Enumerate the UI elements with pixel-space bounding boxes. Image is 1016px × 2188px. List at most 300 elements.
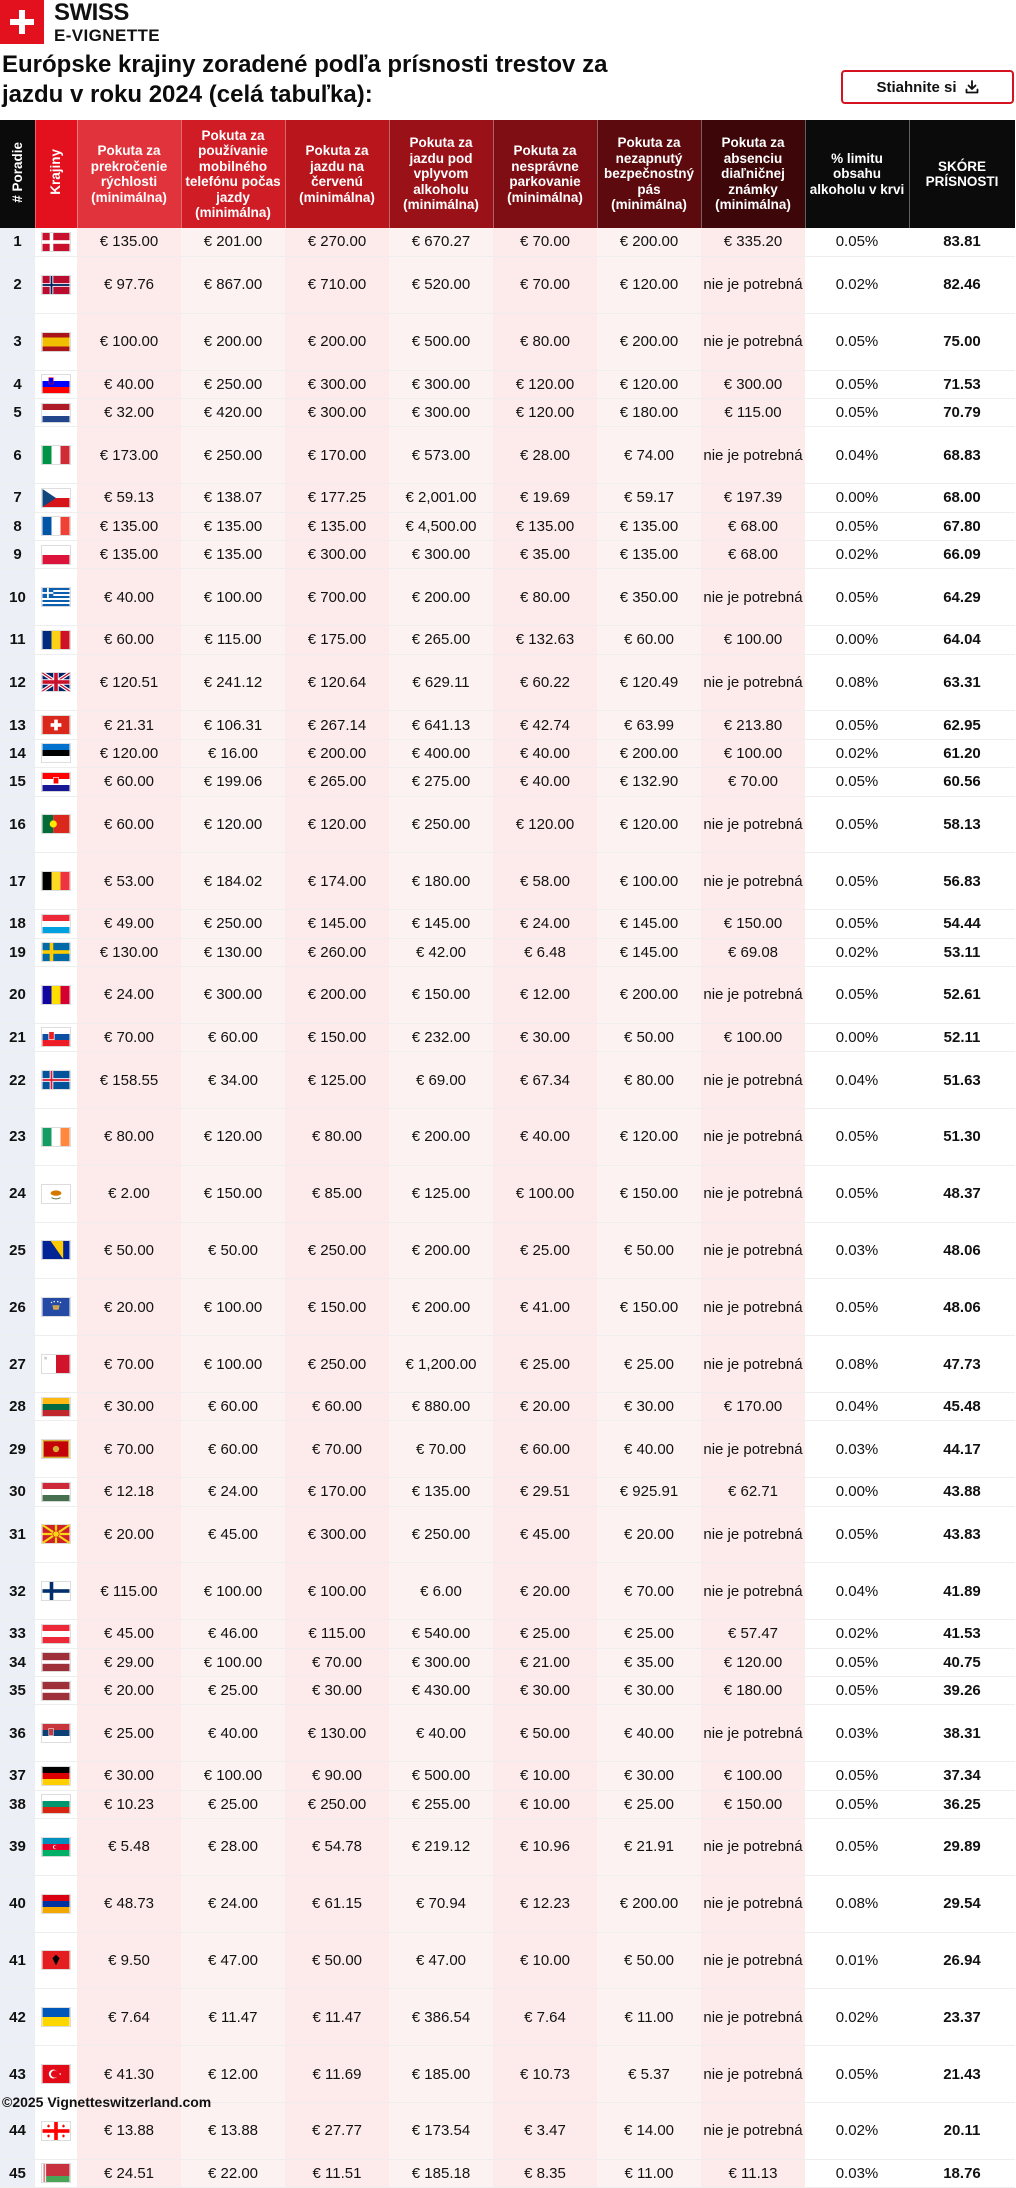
- cell-alcohol: € 219.12: [389, 1818, 493, 1875]
- cell-parking: € 20.00: [493, 1392, 597, 1420]
- cell-phone: € 13.88: [181, 2102, 285, 2159]
- cell-rank: 34: [0, 1648, 35, 1676]
- cell-rank: 31: [0, 1506, 35, 1563]
- cell-score: 66.09: [909, 540, 1015, 568]
- cell-parking: € 40.00: [493, 739, 597, 767]
- flag-norway-icon: [41, 275, 71, 295]
- cell-red-light: € 60.00: [285, 1392, 389, 1420]
- cell-alcohol: € 670.27: [389, 228, 493, 256]
- cell-parking: € 7.64: [493, 1989, 597, 2046]
- flag-greece-icon: [41, 587, 71, 607]
- cell-rank: 2: [0, 256, 35, 313]
- flag-romania-icon: [41, 630, 71, 650]
- cell-vignette: nie je potrebná: [701, 1932, 805, 1989]
- cell-parking: € 12.23: [493, 1875, 597, 1932]
- cell-rank: 18: [0, 910, 35, 938]
- cell-red-light: € 300.00: [285, 540, 389, 568]
- cell-phone: € 60.00: [181, 1023, 285, 1051]
- table-row: [0, 1932, 1015, 1989]
- cell-parking: € 70.00: [493, 256, 597, 313]
- cell-parking: € 30.00: [493, 1023, 597, 1051]
- flag-kosovo-icon: [41, 1297, 71, 1317]
- cell-rank: 23: [0, 1108, 35, 1165]
- cell-alcohol: € 145.00: [389, 910, 493, 938]
- cell-flag: [35, 853, 77, 910]
- cell-seatbelt: € 180.00: [597, 398, 701, 426]
- cell-score: 36.25: [909, 1790, 1015, 1818]
- cell-seatbelt: € 120.49: [597, 654, 701, 711]
- cell-seatbelt: € 50.00: [597, 1932, 701, 1989]
- cell-speeding: € 2.00: [77, 1165, 181, 1222]
- cell-vignette: € 120.00: [701, 1648, 805, 1676]
- cell-vignette: € 100.00: [701, 626, 805, 654]
- cell-alcohol: € 500.00: [389, 1762, 493, 1790]
- flag-cyprus-icon: [41, 1184, 71, 1204]
- cell-flag: [35, 256, 77, 313]
- cell-red-light: € 700.00: [285, 569, 389, 626]
- cell-bac: 0.03%: [805, 1222, 909, 1279]
- cell-red-light: € 70.00: [285, 1421, 389, 1478]
- cell-bac: 0.05%: [805, 853, 909, 910]
- cell-seatbelt: € 120.00: [597, 370, 701, 398]
- cell-seatbelt: € 135.00: [597, 512, 701, 540]
- cell-seatbelt: € 145.00: [597, 910, 701, 938]
- cell-vignette: € 100.00: [701, 1762, 805, 1790]
- cell-rank: 33: [0, 1620, 35, 1648]
- cell-rank: 22: [0, 1052, 35, 1109]
- cell-rank: 27: [0, 1336, 35, 1393]
- cell-parking: € 28.00: [493, 427, 597, 484]
- table-row: [0, 1165, 1015, 1222]
- cell-rank: 20: [0, 966, 35, 1023]
- cell-bac: 0.05%: [805, 1279, 909, 1336]
- cell-red-light: € 115.00: [285, 1620, 389, 1648]
- cell-phone: € 22.00: [181, 2159, 285, 2187]
- page-title: Európske krajiny zoradené podľa prísnosti trestov za jazdu v roku 2024 (celá tabuľka):: [2, 51, 608, 108]
- cell-score: 43.83: [909, 1506, 1015, 1563]
- cell-seatbelt: € 200.00: [597, 313, 701, 370]
- header-bac: % limitu obsahu alkoholu v krvi: [805, 120, 909, 228]
- cell-score: 51.30: [909, 1108, 1015, 1165]
- cell-parking: € 50.00: [493, 1705, 597, 1762]
- flag-serbia-icon: [41, 1723, 71, 1743]
- cell-phone: € 420.00: [181, 398, 285, 426]
- cell-bac: 0.05%: [805, 1165, 909, 1222]
- cell-flag: [35, 427, 77, 484]
- cell-vignette: nie je potrebná: [701, 427, 805, 484]
- cell-flag: [35, 484, 77, 512]
- cell-seatbelt: € 11.00: [597, 2159, 701, 2187]
- cell-parking: € 25.00: [493, 1222, 597, 1279]
- cell-red-light: € 265.00: [285, 768, 389, 796]
- cell-bac: 0.05%: [805, 313, 909, 370]
- table-row: [0, 853, 1015, 910]
- cell-phone: € 241.12: [181, 654, 285, 711]
- cell-alcohol: € 150.00: [389, 966, 493, 1023]
- cell-phone: € 250.00: [181, 370, 285, 398]
- cell-flag: [35, 1875, 77, 1932]
- cell-parking: € 80.00: [493, 569, 597, 626]
- cell-alcohol: € 40.00: [389, 1705, 493, 1762]
- cell-bac: 0.02%: [805, 256, 909, 313]
- cell-vignette: nie je potrebná: [701, 1336, 805, 1393]
- cell-phone: € 250.00: [181, 427, 285, 484]
- cell-bac: 0.04%: [805, 427, 909, 484]
- cell-parking: € 19.69: [493, 484, 597, 512]
- cell-bac: 0.04%: [805, 1392, 909, 1420]
- cell-flag: [35, 1762, 77, 1790]
- cell-alcohol: € 185.00: [389, 2046, 493, 2103]
- cell-score: 70.79: [909, 398, 1015, 426]
- cell-vignette: € 68.00: [701, 540, 805, 568]
- cell-parking: € 10.00: [493, 1790, 597, 1818]
- cell-vignette: nie je potrebná: [701, 966, 805, 1023]
- flag-denmark-icon: [41, 232, 71, 252]
- cell-bac: 0.05%: [805, 711, 909, 739]
- cell-alcohol: € 880.00: [389, 1392, 493, 1420]
- cell-red-light: € 300.00: [285, 398, 389, 426]
- cell-parking: € 70.00: [493, 228, 597, 256]
- table-row: [0, 966, 1015, 1023]
- cell-bac: 0.05%: [805, 966, 909, 1023]
- cell-flag: [35, 1790, 77, 1818]
- cell-alcohol: € 275.00: [389, 768, 493, 796]
- cell-parking: € 120.00: [493, 370, 597, 398]
- cell-speeding: € 45.00: [77, 1620, 181, 1648]
- table-row: [0, 1818, 1015, 1875]
- cell-red-light: € 100.00: [285, 1563, 389, 1620]
- cell-phone: € 199.06: [181, 768, 285, 796]
- cell-rank: 11: [0, 626, 35, 654]
- cell-phone: € 201.00: [181, 228, 285, 256]
- cell-red-light: € 11.69: [285, 2046, 389, 2103]
- cell-score: 29.89: [909, 1818, 1015, 1875]
- download-button-label: Stiahnite si: [876, 78, 957, 96]
- cell-speeding: € 9.50: [77, 1932, 181, 1989]
- cell-red-light: € 130.00: [285, 1705, 389, 1762]
- table-row: [0, 427, 1015, 484]
- cell-rank: 6: [0, 427, 35, 484]
- cell-vignette: nie je potrebná: [701, 569, 805, 626]
- cell-red-light: € 30.00: [285, 1676, 389, 1704]
- cell-rank: 16: [0, 796, 35, 853]
- cell-bac: 0.05%: [805, 768, 909, 796]
- cell-score: 83.81: [909, 228, 1015, 256]
- cell-alcohol: € 180.00: [389, 853, 493, 910]
- cell-rank: 25: [0, 1222, 35, 1279]
- cell-flag: [35, 1336, 77, 1393]
- table-row: [0, 512, 1015, 540]
- table-row: [0, 370, 1015, 398]
- cell-bac: 0.05%: [805, 1506, 909, 1563]
- cell-vignette: € 70.00: [701, 768, 805, 796]
- flag-albania-icon: [41, 1950, 71, 1970]
- cell-seatbelt: € 150.00: [597, 1279, 701, 1336]
- table-row: [0, 1392, 1015, 1420]
- cell-score: 40.75: [909, 1648, 1015, 1676]
- cell-red-light: € 27.77: [285, 2102, 389, 2159]
- table-row: [0, 626, 1015, 654]
- cell-score: 62.95: [909, 711, 1015, 739]
- cell-alcohol: € 1,200.00: [389, 1336, 493, 1393]
- cell-flag: [35, 654, 77, 711]
- cell-bac: 0.02%: [805, 540, 909, 568]
- cell-vignette: nie je potrebná: [701, 1818, 805, 1875]
- cell-flag: [35, 1052, 77, 1109]
- cell-speeding: € 32.00: [77, 398, 181, 426]
- cell-vignette: € 150.00: [701, 1790, 805, 1818]
- flag-malta-icon: [41, 1354, 71, 1374]
- flag-belgium-icon: [41, 871, 71, 891]
- cell-parking: € 40.00: [493, 768, 597, 796]
- cell-speeding: € 24.00: [77, 966, 181, 1023]
- table-row: [0, 910, 1015, 938]
- cell-vignette: nie je potrebná: [701, 853, 805, 910]
- cell-phone: € 130.00: [181, 938, 285, 966]
- cell-seatbelt: € 350.00: [597, 569, 701, 626]
- cell-score: 45.48: [909, 1392, 1015, 1420]
- cell-parking: € 132.63: [493, 626, 597, 654]
- header-alcohol: Pokuta za jazdu pod vplyvom alkoholu (minimálna): [389, 120, 493, 228]
- header-country: Krajiny: [35, 120, 77, 228]
- table-row: [0, 1222, 1015, 1279]
- flag-lithuania-icon: [41, 1397, 71, 1417]
- cell-score: 75.00: [909, 313, 1015, 370]
- header-vignette: Pokuta za absenciu diaľničnej známky (minimálna): [701, 120, 805, 228]
- cell-score: 68.00: [909, 484, 1015, 512]
- cell-score: 47.73: [909, 1336, 1015, 1393]
- cell-seatbelt: € 59.17: [597, 484, 701, 512]
- brand-logo: [0, 0, 160, 44]
- cell-speeding: € 30.00: [77, 1762, 181, 1790]
- cell-vignette: € 11.13: [701, 2159, 805, 2187]
- cell-flag: [35, 768, 77, 796]
- flag-portugal-icon: [41, 814, 71, 834]
- cell-vignette: nie je potrebná: [701, 1989, 805, 2046]
- cell-score: 60.56: [909, 768, 1015, 796]
- cell-rank: 8: [0, 512, 35, 540]
- header-red-light: Pokuta za jazdu na červenú (minimálna): [285, 120, 389, 228]
- cell-red-light: € 170.00: [285, 1478, 389, 1506]
- cell-speeding: € 21.31: [77, 711, 181, 739]
- cell-flag: [35, 796, 77, 853]
- cell-speeding: € 100.00: [77, 313, 181, 370]
- cell-red-light: € 70.00: [285, 1648, 389, 1676]
- cell-red-light: € 200.00: [285, 739, 389, 767]
- cell-alcohol: € 629.11: [389, 654, 493, 711]
- cell-flag: [35, 313, 77, 370]
- cell-phone: € 120.00: [181, 796, 285, 853]
- cell-alcohol: € 232.00: [389, 1023, 493, 1051]
- cell-phone: € 34.00: [181, 1052, 285, 1109]
- cell-alcohol: € 250.00: [389, 796, 493, 853]
- cell-speeding: € 29.00: [77, 1648, 181, 1676]
- flag-uk-icon: [41, 672, 71, 692]
- cell-flag: [35, 1392, 77, 1420]
- cell-parking: € 25.00: [493, 1620, 597, 1648]
- cell-bac: 0.05%: [805, 1108, 909, 1165]
- cell-parking: € 42.74: [493, 711, 597, 739]
- cell-phone: € 100.00: [181, 1336, 285, 1393]
- flag-iceland-icon: [41, 1070, 71, 1090]
- cell-red-light: € 174.00: [285, 853, 389, 910]
- cell-vignette: nie je potrebná: [701, 2102, 805, 2159]
- cell-phone: € 50.00: [181, 1222, 285, 1279]
- table-row: [0, 1023, 1015, 1051]
- penalties-table-container: [0, 120, 1015, 2188]
- cell-rank: 38: [0, 1790, 35, 1818]
- cell-score: 20.11: [909, 2102, 1015, 2159]
- table-row: [0, 711, 1015, 739]
- cell-flag: [35, 1932, 77, 1989]
- cell-red-light: € 710.00: [285, 256, 389, 313]
- cell-bac: 0.04%: [805, 1052, 909, 1109]
- cell-bac: 0.02%: [805, 1989, 909, 2046]
- cell-red-light: € 145.00: [285, 910, 389, 938]
- cell-seatbelt: € 25.00: [597, 1620, 701, 1648]
- table-row: [0, 1790, 1015, 1818]
- cell-parking: € 60.22: [493, 654, 597, 711]
- cell-rank: 3: [0, 313, 35, 370]
- header-parking: Pokuta za nesprávne parkovanie (minimálna): [493, 120, 597, 228]
- cell-bac: 0.00%: [805, 1478, 909, 1506]
- header-seatbelt: Pokuta za nezapnutý bezpečnostný pás (minimálna): [597, 120, 701, 228]
- cell-vignette: € 115.00: [701, 398, 805, 426]
- flag-slovenia-icon: [41, 374, 71, 394]
- cell-rank: 5: [0, 398, 35, 426]
- table-row: [0, 1620, 1015, 1648]
- cell-rank: 1: [0, 228, 35, 256]
- cell-alcohol: € 70.00: [389, 1421, 493, 1478]
- cell-alcohol: € 300.00: [389, 540, 493, 568]
- cell-parking: € 8.35: [493, 2159, 597, 2187]
- cell-vignette: nie je potrebná: [701, 1165, 805, 1222]
- cell-seatbelt: € 30.00: [597, 1676, 701, 1704]
- cell-seatbelt: € 200.00: [597, 966, 701, 1023]
- cell-flag: [35, 569, 77, 626]
- cell-score: 58.13: [909, 796, 1015, 853]
- table-row: [0, 796, 1015, 853]
- cell-score: 64.29: [909, 569, 1015, 626]
- cell-speeding: € 135.00: [77, 512, 181, 540]
- download-button[interactable]: [841, 70, 1014, 104]
- flag-azerbaijan-icon: [41, 1837, 71, 1857]
- cell-vignette: nie je potrebná: [701, 2046, 805, 2103]
- flag-croatia-icon: [41, 772, 71, 792]
- flag-ukraine-icon: [41, 2007, 71, 2027]
- cell-red-light: € 120.00: [285, 796, 389, 853]
- cell-bac: 0.04%: [805, 1563, 909, 1620]
- cell-flag: [35, 1108, 77, 1165]
- cell-flag: [35, 1279, 77, 1336]
- cell-alcohol: € 42.00: [389, 938, 493, 966]
- table-row: [0, 1705, 1015, 1762]
- cell-seatbelt: € 21.91: [597, 1818, 701, 1875]
- cell-alcohol: € 70.94: [389, 1875, 493, 1932]
- cell-score: 29.54: [909, 1875, 1015, 1932]
- table-row: [0, 2159, 1015, 2187]
- cell-vignette: € 335.20: [701, 228, 805, 256]
- cell-score: 21.43: [909, 2046, 1015, 2103]
- cell-seatbelt: € 40.00: [597, 1705, 701, 1762]
- cell-parking: € 24.00: [493, 910, 597, 938]
- cell-parking: € 12.00: [493, 966, 597, 1023]
- cell-phone: € 12.00: [181, 2046, 285, 2103]
- cell-phone: € 106.31: [181, 711, 285, 739]
- cell-red-light: € 54.78: [285, 1818, 389, 1875]
- cell-vignette: € 180.00: [701, 1676, 805, 1704]
- cell-seatbelt: € 100.00: [597, 853, 701, 910]
- penalties-table: [0, 120, 1016, 2188]
- cell-seatbelt: € 14.00: [597, 2102, 701, 2159]
- cell-vignette: nie je potrebná: [701, 1563, 805, 1620]
- cell-phone: € 24.00: [181, 1875, 285, 1932]
- cell-red-light: € 250.00: [285, 1790, 389, 1818]
- cell-rank: 42: [0, 1989, 35, 2046]
- cell-red-light: € 270.00: [285, 228, 389, 256]
- flag-slovakia-icon: [41, 1027, 71, 1047]
- cell-score: 43.88: [909, 1478, 1015, 1506]
- cell-score: 56.83: [909, 853, 1015, 910]
- cell-rank: 15: [0, 768, 35, 796]
- cell-parking: € 135.00: [493, 512, 597, 540]
- cell-flag: [35, 1620, 77, 1648]
- flag-turkey-icon: [41, 2064, 71, 2084]
- table-row: [0, 1648, 1015, 1676]
- header-speeding: Pokuta za prekročenie rýchlosti (minimálna): [77, 120, 181, 228]
- swiss-cross-icon: [0, 0, 44, 44]
- cell-parking: € 6.48: [493, 938, 597, 966]
- cell-seatbelt: € 200.00: [597, 739, 701, 767]
- cell-seatbelt: € 120.00: [597, 796, 701, 853]
- cell-rank: 29: [0, 1421, 35, 1478]
- flag-germany-icon: [41, 1766, 71, 1786]
- table-row: [0, 2102, 1015, 2159]
- cell-phone: € 135.00: [181, 540, 285, 568]
- cell-rank: 24: [0, 1165, 35, 1222]
- flag-france-icon: [41, 516, 71, 536]
- flag-switzerland-icon: [41, 715, 71, 735]
- cell-flag: [35, 1222, 77, 1279]
- table-row: [0, 1336, 1015, 1393]
- cell-speeding: € 49.00: [77, 910, 181, 938]
- cell-alcohol: € 386.54: [389, 1989, 493, 2046]
- cell-speeding: € 60.00: [77, 626, 181, 654]
- header-phone: Pokuta za používanie mobilného telefónu počas jazdy (minimálna): [181, 120, 285, 228]
- cell-speeding: € 53.00: [77, 853, 181, 910]
- cell-seatbelt: € 25.00: [597, 1790, 701, 1818]
- cell-score: 64.04: [909, 626, 1015, 654]
- cell-bac: 0.05%: [805, 512, 909, 540]
- cell-flag: [35, 1421, 77, 1478]
- cell-rank: 19: [0, 938, 35, 966]
- footer-copyright: ©2025 Vignetteswitzerland.com: [2, 2094, 212, 2110]
- cell-phone: € 60.00: [181, 1421, 285, 1478]
- cell-alcohol: € 200.00: [389, 1279, 493, 1336]
- cell-bac: 0.01%: [805, 1932, 909, 1989]
- cell-speeding: € 135.00: [77, 228, 181, 256]
- cell-score: 41.53: [909, 1620, 1015, 1648]
- cell-speeding: € 20.00: [77, 1279, 181, 1336]
- cell-score: 53.11: [909, 938, 1015, 966]
- cell-vignette: nie je potrebná: [701, 796, 805, 853]
- cell-speeding: € 25.00: [77, 1705, 181, 1762]
- cell-parking: € 60.00: [493, 1421, 597, 1478]
- cell-score: 41.89: [909, 1563, 1015, 1620]
- cell-seatbelt: € 50.00: [597, 1023, 701, 1051]
- flag-north-macedonia-icon: [41, 1524, 71, 1544]
- cell-parking: € 120.00: [493, 398, 597, 426]
